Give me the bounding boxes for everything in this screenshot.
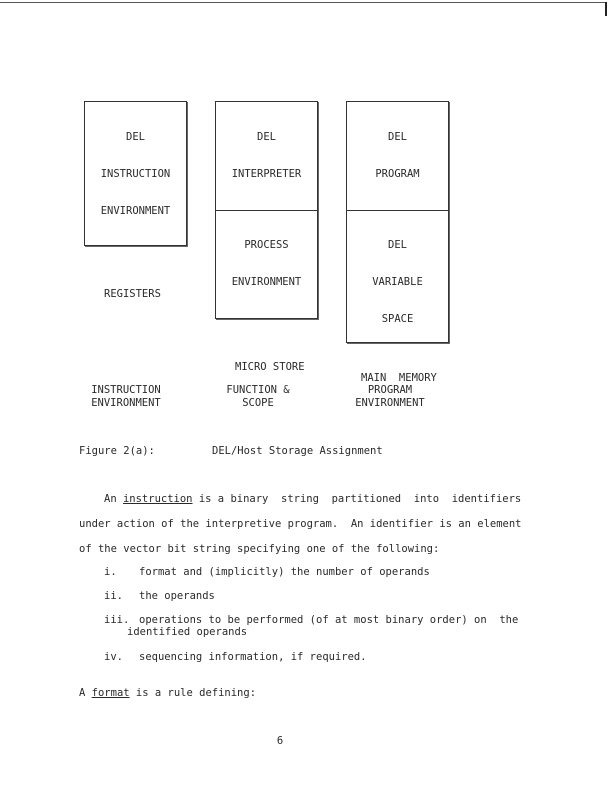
format-rest: is a rule defining: (129, 687, 257, 699)
list-marker-1: i. (104, 566, 117, 578)
caption-col2-line2: SCOPE (242, 397, 274, 409)
list-item-3: operations to be performed (of at most binary order) on the (139, 614, 519, 626)
main-memory-divider (346, 210, 449, 211)
box3-line5: SPACE (381, 313, 414, 325)
registers-label: REGISTERS (104, 288, 161, 300)
box2-line4: ENVIRONMENT (231, 276, 302, 288)
caption-col1-line1: INSTRUCTION (91, 384, 161, 396)
caption-col3-line2: ENVIRONMENT (355, 397, 425, 409)
top-rule (0, 2, 607, 3)
box3-line1: DEL (388, 131, 407, 143)
caption-col3-line1: PROGRAM (367, 384, 413, 396)
box1-line3: ENVIRONMENT (100, 205, 171, 217)
figure-label: Figure 2(a): (79, 445, 155, 457)
corner-mark (605, 2, 607, 16)
list-item-4: sequencing information, if required. (139, 651, 367, 663)
list-item-1: format and (implicitly) the number of operands (139, 566, 430, 578)
caption-col1-line2: ENVIRONMENT (91, 397, 161, 409)
box3-line4: VARIABLE (372, 276, 423, 288)
paragraph-line1 (104, 493, 521, 505)
page-number: 6 (276, 735, 284, 747)
list-marker-2: ii. (104, 590, 123, 602)
paragraph-line3: of the vector bit string specifying one of the following: (79, 543, 440, 555)
list-marker-4: iv. (104, 651, 123, 663)
format-line (79, 687, 256, 699)
format-prefix: A (79, 687, 92, 699)
box2-line3: PROCESS (244, 239, 289, 251)
list-marker-3: iii. (104, 614, 130, 626)
figure-title: DEL/Host Storage Assignment (212, 445, 383, 457)
list-item-3-continuation: identified operands (127, 626, 248, 638)
box3-line2: PROGRAM (375, 168, 420, 180)
box2-line1: DEL (257, 131, 276, 143)
box1-line1: DEL (126, 131, 145, 143)
term-format: format (91, 687, 130, 699)
term-instruction: instruction (122, 493, 193, 505)
caption-col2-line1: FUNCTION & (226, 384, 290, 396)
box1-line2: INSTRUCTION (100, 168, 171, 180)
box2-line2: INTERPRETER (231, 168, 302, 180)
box3-line3: DEL (388, 239, 407, 251)
main-memory-label: MAIN MEMORY (361, 372, 437, 384)
micro-store-label: MICRO STORE (235, 361, 305, 373)
micro-store-divider (215, 210, 318, 211)
paragraph-line1-rest: is a binary string partitioned into identifiers (192, 493, 522, 505)
paragraph-line2: under action of the interpretive program. An identifier is an element (79, 518, 522, 530)
list-item-2: the operands (139, 590, 215, 602)
paragraph-prefix: An (104, 493, 123, 505)
